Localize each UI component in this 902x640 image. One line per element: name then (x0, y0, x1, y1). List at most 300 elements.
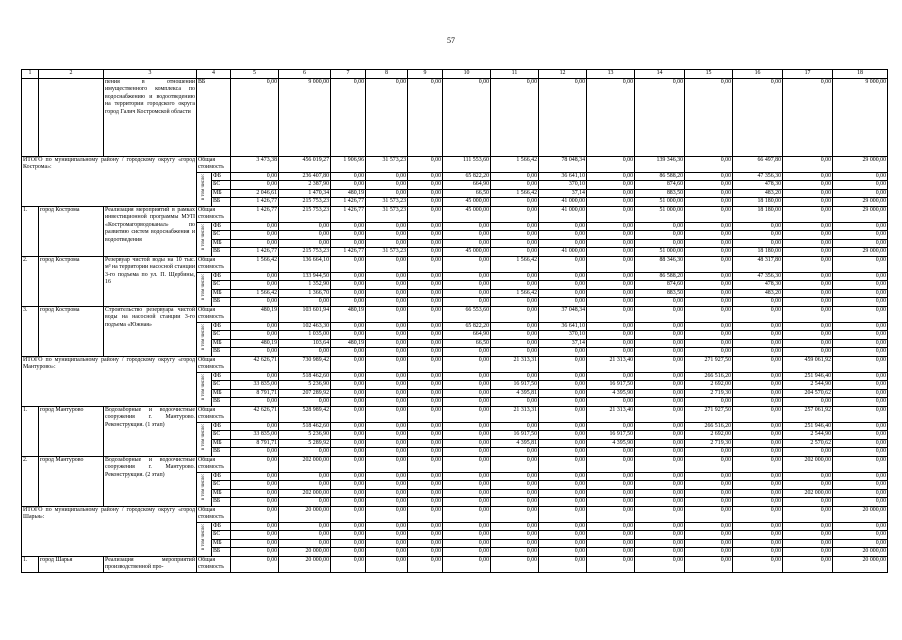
value-cell: 0,00 (231, 472, 279, 481)
value-cell: 0,00 (783, 531, 833, 540)
value-cell: 0,00 (231, 78, 279, 156)
column-number: 7 (331, 70, 366, 79)
value-cell: 0,00 (331, 272, 366, 281)
value-cell: 0,00 (331, 289, 366, 298)
value-cell: 0,00 (539, 431, 587, 440)
value-cell: 0,00 (408, 556, 443, 572)
description-cell: пения в отношении имущественного комплекса по водоснабжению и водоотведению на территории городского округа город Галич Костромской области (104, 78, 197, 156)
fund-label: БС (212, 281, 231, 290)
value-cell: 0,00 (331, 322, 366, 331)
value-cell: 0,00 (833, 456, 888, 472)
value-cell: 0,00 (539, 422, 587, 431)
value-cell: 0,00 (783, 281, 833, 290)
value-cell: 51 000,00 (635, 198, 685, 207)
value-cell: 0,00 (733, 339, 783, 348)
fund-label: ВБ (212, 198, 231, 207)
value-cell: 0,00 (408, 248, 443, 257)
value-cell: 480,19 (231, 339, 279, 348)
value-cell: 0,00 (408, 431, 443, 440)
value-cell: 0,00 (331, 78, 366, 156)
value-cell: 0,00 (408, 339, 443, 348)
value-cell: 0,00 (366, 439, 408, 448)
value-cell: 0,00 (685, 298, 733, 307)
item-number: 1. (22, 406, 39, 456)
value-cell: 1 470,34 (279, 189, 331, 198)
value-cell: 0,00 (539, 472, 587, 481)
value-cell: 0,00 (833, 339, 888, 348)
value-cell: 0,00 (491, 539, 539, 548)
value-cell: 0,00 (635, 322, 685, 331)
value-cell: 1 566,42 (231, 256, 279, 272)
value-cell: 0,00 (685, 78, 733, 156)
item-row (22, 456, 888, 472)
value-cell: 0,00 (833, 306, 888, 322)
empty-cell (39, 78, 104, 156)
fund-label: ВБ (212, 298, 231, 307)
value-cell: 0,00 (408, 231, 443, 240)
value-cell: 0,00 (331, 348, 366, 357)
value-cell: 271 927,50 (685, 356, 733, 372)
value-cell: 0,00 (833, 181, 888, 190)
value-cell: 88 346,30 (635, 256, 685, 272)
value-cell: 0,00 (279, 481, 331, 490)
value-cell: 0,00 (833, 189, 888, 198)
description-cell: Водозаборные и водоочистные сооружения г. Мантурово. Реконструкция. (2 этап) (104, 456, 197, 506)
value-cell: 0,00 (331, 472, 366, 481)
value-cell: 0,00 (366, 431, 408, 440)
fund-label: ФБ (212, 222, 231, 231)
value-cell: 0,00 (587, 222, 635, 231)
value-cell: 0,00 (366, 472, 408, 481)
value-cell: 0,00 (539, 556, 587, 572)
value-cell: 31 573,23 (366, 198, 408, 207)
value-cell: 0,00 (833, 356, 888, 372)
fund-label: БС (212, 431, 231, 440)
value-cell: 42 626,71 (231, 356, 279, 372)
program-table (21, 69, 888, 573)
value-cell: 0,00 (331, 506, 366, 522)
value-cell: 0,00 (231, 548, 279, 557)
value-cell: 0,00 (685, 539, 733, 548)
value-cell: 215 753,23 (279, 198, 331, 207)
value-cell: 0,00 (366, 322, 408, 331)
value-cell: 0,00 (685, 506, 733, 522)
value-cell: 0,00 (408, 398, 443, 407)
value-cell: 0,00 (635, 489, 685, 498)
value-cell: 0,00 (587, 539, 635, 548)
value-cell: 5 236,90 (279, 381, 331, 390)
value-cell: 0,00 (408, 439, 443, 448)
column-number: 13 (587, 70, 635, 79)
value-cell: 1 426,77 (231, 206, 279, 222)
value-cell: 0,00 (408, 489, 443, 498)
total-title: ИТОГО по муниципальному району / городскому округу «город Кострома»: (22, 156, 197, 206)
value-cell: 0,00 (587, 78, 635, 156)
value-cell: 0,00 (408, 522, 443, 531)
value-cell: 0,00 (539, 489, 587, 498)
value-cell: 0,00 (733, 498, 783, 507)
value-cell: 18 180,00 (733, 198, 783, 207)
value-cell: 21 313,40 (587, 356, 635, 372)
value-cell: 236 407,80 (279, 172, 331, 181)
value-cell: 0,00 (231, 398, 279, 407)
value-cell: 0,00 (366, 356, 408, 372)
value-cell: 133 944,50 (279, 272, 331, 281)
value-cell: 0,00 (366, 272, 408, 281)
fund-label: ВБ (212, 248, 231, 257)
column-number: 18 (833, 70, 888, 79)
value-cell: 0,00 (408, 548, 443, 557)
column-number: 2 (39, 70, 104, 79)
value-cell: 0,00 (366, 531, 408, 540)
value-cell: 18 180,00 (733, 248, 783, 257)
value-cell: 0,00 (833, 406, 888, 422)
value-cell: 0,00 (783, 289, 833, 298)
value-cell: 0,00 (833, 231, 888, 240)
value-cell: 883,50 (635, 189, 685, 198)
value-cell: 0,00 (783, 322, 833, 331)
value-cell: 0,00 (231, 489, 279, 498)
value-cell: 0,00 (783, 231, 833, 240)
value-cell: 0,00 (587, 498, 635, 507)
value-cell: 0,00 (685, 472, 733, 481)
value-cell: 33 835,00 (231, 381, 279, 390)
page-number: 57 (447, 36, 455, 45)
value-cell: 0,00 (685, 189, 733, 198)
value-cell: 0,00 (539, 389, 587, 398)
value-cell: 0,00 (331, 331, 366, 340)
value-cell: 0,00 (539, 522, 587, 531)
value-cell: 257 061,92 (783, 406, 833, 422)
value-cell: 0,00 (587, 322, 635, 331)
value-cell: 0,00 (833, 431, 888, 440)
value-cell: 2 719,30 (685, 389, 733, 398)
value-cell: 0,00 (685, 348, 733, 357)
in-total-label (197, 422, 212, 456)
value-cell: 0,00 (587, 281, 635, 290)
item-row (22, 306, 888, 322)
fund-label: ВБ (197, 78, 231, 156)
value-cell: 0,00 (587, 548, 635, 557)
value-cell: 0,00 (833, 322, 888, 331)
value-cell: 0,00 (587, 306, 635, 322)
value-cell: 0,00 (685, 272, 733, 281)
value-cell: 251 946,40 (783, 372, 833, 381)
value-cell: 0,00 (733, 439, 783, 448)
value-cell: 0,00 (408, 206, 443, 222)
fund-label: ФБ (212, 472, 231, 481)
value-cell: 0,00 (635, 556, 685, 572)
value-cell: 0,00 (408, 289, 443, 298)
value-cell: 0,00 (491, 522, 539, 531)
value-cell: 86 588,20 (635, 172, 685, 181)
value-cell: 20 000,00 (279, 556, 331, 572)
value-cell: 0,00 (783, 481, 833, 490)
value-cell: 0,00 (279, 348, 331, 357)
value-cell: 0,00 (685, 531, 733, 540)
value-cell: 0,00 (783, 448, 833, 457)
value-cell: 41 000,00 (539, 198, 587, 207)
in-total-text: в том числе: (201, 524, 207, 551)
value-cell: 480,19 (331, 189, 366, 198)
value-cell: 0,00 (231, 239, 279, 248)
value-cell: 0,00 (685, 522, 733, 531)
value-cell: 0,00 (685, 556, 733, 572)
value-cell: 0,00 (231, 498, 279, 507)
value-cell: 0,00 (491, 339, 539, 348)
value-cell: 0,00 (231, 506, 279, 522)
fund-label: БС (212, 381, 231, 390)
value-cell: 0,00 (685, 398, 733, 407)
value-cell: 0,00 (833, 331, 888, 340)
value-cell: 0,00 (491, 548, 539, 557)
value-cell: 0,00 (733, 331, 783, 340)
city-cell: город Мантурово (39, 406, 104, 456)
value-cell: 0,00 (408, 389, 443, 398)
value-cell: 0,00 (733, 356, 783, 372)
fund-label: ФБ (212, 272, 231, 281)
value-cell: 8 791,71 (231, 389, 279, 398)
value-cell: 0,00 (587, 272, 635, 281)
value-cell: 102 463,30 (279, 322, 331, 331)
value-cell: 0,00 (587, 481, 635, 490)
value-cell: 1 566,42 (491, 156, 539, 172)
value-cell: 0,00 (491, 281, 539, 290)
value-cell: 4 395,81 (491, 439, 539, 448)
value-cell: 0,00 (331, 498, 366, 507)
value-cell: 0,00 (685, 181, 733, 190)
value-cell: 0,00 (231, 531, 279, 540)
total-cost-label: Общая стоимость (197, 556, 231, 572)
value-cell: 0,00 (587, 298, 635, 307)
value-cell: 0,00 (783, 272, 833, 281)
value-cell: 0,00 (783, 398, 833, 407)
value-cell: 0,00 (408, 381, 443, 390)
value-cell: 9 000,00 (279, 78, 331, 156)
value-cell: 0,00 (685, 331, 733, 340)
value-cell: 0,00 (279, 522, 331, 531)
value-cell: 0,00 (331, 381, 366, 390)
value-cell: 0,00 (408, 331, 443, 340)
value-cell: 5 289,92 (279, 439, 331, 448)
value-cell: 5 236,90 (279, 431, 331, 440)
value-cell: 0,00 (331, 406, 366, 422)
value-cell: 0,00 (783, 331, 833, 340)
value-cell: 0,00 (331, 548, 366, 557)
value-cell: 2 570,62 (783, 439, 833, 448)
value-cell: 0,00 (685, 548, 733, 557)
value-cell: 0,00 (783, 298, 833, 307)
city-cell: город Мантурово (39, 456, 104, 506)
value-cell: 139 346,30 (635, 156, 685, 172)
value-cell: 0,00 (733, 539, 783, 548)
value-cell: 0,00 (833, 256, 888, 272)
value-cell: 2 692,00 (685, 431, 733, 440)
value-cell: 271 927,50 (685, 406, 733, 422)
value-cell: 0,00 (408, 256, 443, 272)
value-cell: 0,00 (331, 356, 366, 372)
value-cell: 0,00 (443, 389, 491, 398)
value-cell: 0,00 (833, 539, 888, 548)
fund-label: МБ (212, 489, 231, 498)
value-cell: 0,00 (231, 448, 279, 457)
in-total-label (197, 272, 212, 306)
value-cell: 0,00 (366, 498, 408, 507)
value-cell: 18 180,00 (733, 206, 783, 222)
value-cell: 4 395,81 (491, 389, 539, 398)
value-cell: 0,00 (366, 556, 408, 572)
value-cell: 0,00 (443, 456, 491, 472)
value-cell: 0,00 (231, 522, 279, 531)
value-cell: 0,00 (833, 439, 888, 448)
value-cell: 0,00 (331, 239, 366, 248)
value-cell: 0,00 (635, 439, 685, 448)
fund-label: БС (212, 531, 231, 540)
value-cell: 0,00 (366, 489, 408, 498)
value-cell: 0,00 (331, 172, 366, 181)
value-cell: 0,00 (279, 539, 331, 548)
value-cell: 0,00 (491, 198, 539, 207)
fund-label: ВБ (212, 498, 231, 507)
value-cell: 0,00 (231, 539, 279, 548)
value-cell: 0,00 (279, 222, 331, 231)
value-cell: 33 835,00 (231, 431, 279, 440)
value-cell: 0,00 (331, 489, 366, 498)
value-cell: 0,00 (733, 506, 783, 522)
column-number-row (22, 70, 888, 79)
value-cell: 202 000,00 (783, 489, 833, 498)
value-cell: 0,00 (366, 522, 408, 531)
value-cell: 0,00 (408, 422, 443, 431)
value-cell: 0,00 (833, 272, 888, 281)
value-cell: 29 000,00 (833, 206, 888, 222)
value-cell: 0,00 (833, 398, 888, 407)
fund-label: БС (212, 331, 231, 340)
in-total-label (197, 222, 212, 256)
value-cell: 0,00 (783, 306, 833, 322)
value-cell: 0,00 (491, 206, 539, 222)
value-cell: 0,00 (685, 198, 733, 207)
fund-label: МБ (212, 189, 231, 198)
column-number: 11 (491, 70, 539, 79)
value-cell: 0,00 (635, 548, 685, 557)
value-cell: 65 822,20 (443, 322, 491, 331)
column-number: 14 (635, 70, 685, 79)
value-cell: 1 426,77 (331, 206, 366, 222)
value-cell: 0,00 (491, 172, 539, 181)
fund-label: МБ (212, 539, 231, 548)
value-cell: 0,00 (491, 531, 539, 540)
in-total-label (197, 172, 212, 206)
value-cell: 0,00 (408, 448, 443, 457)
value-cell: 0,00 (635, 506, 685, 522)
value-cell: 0,00 (635, 539, 685, 548)
value-cell: 37 048,34 (539, 306, 587, 322)
value-cell: 0,00 (231, 181, 279, 190)
value-cell: 0,00 (231, 348, 279, 357)
value-cell: 0,00 (491, 498, 539, 507)
total-row (22, 356, 888, 372)
value-cell: 0,00 (733, 431, 783, 440)
value-cell: 0,00 (491, 78, 539, 156)
value-cell: 478,30 (733, 181, 783, 190)
value-cell: 66,50 (443, 339, 491, 348)
value-cell: 20 000,00 (833, 548, 888, 557)
value-cell: 0,00 (443, 481, 491, 490)
value-cell: 0,00 (408, 272, 443, 281)
in-total-text: в том числе: (201, 224, 207, 251)
value-cell: 0,00 (443, 348, 491, 357)
value-cell: 0,00 (635, 356, 685, 372)
value-cell: 0,00 (833, 298, 888, 307)
value-cell: 0,00 (733, 472, 783, 481)
value-cell: 0,00 (279, 448, 331, 457)
value-cell: 0,00 (231, 556, 279, 572)
value-cell: 0,00 (733, 372, 783, 381)
in-total-label (197, 522, 212, 556)
value-cell: 0,00 (443, 272, 491, 281)
value-cell: 0,00 (491, 398, 539, 407)
value-cell: 0,00 (491, 372, 539, 381)
value-cell: 0,00 (833, 348, 888, 357)
value-cell: 21 313,31 (491, 406, 539, 422)
value-cell: 370,10 (539, 181, 587, 190)
value-cell: 0,00 (685, 222, 733, 231)
description-cell: Водозаборные и водоочистные сооружения г. Мантурово. Реконструкция. (1 этап) (104, 406, 197, 456)
value-cell: 459 061,92 (783, 356, 833, 372)
value-cell: 0,00 (443, 439, 491, 448)
value-cell: 0,00 (539, 222, 587, 231)
value-cell: 0,00 (331, 539, 366, 548)
value-cell: 0,00 (443, 522, 491, 531)
value-cell: 136 664,10 (279, 256, 331, 272)
value-cell: 0,00 (539, 289, 587, 298)
value-cell: 518 462,60 (279, 422, 331, 431)
value-cell: 478,30 (733, 281, 783, 290)
value-cell: 0,00 (783, 506, 833, 522)
value-cell: 0,00 (587, 456, 635, 472)
column-number: 8 (366, 70, 408, 79)
value-cell: 0,00 (366, 306, 408, 322)
value-cell: 0,00 (366, 539, 408, 548)
value-cell: 86 588,20 (635, 272, 685, 281)
value-cell: 65 822,20 (443, 172, 491, 181)
value-cell: 0,00 (833, 498, 888, 507)
in-total-text: в том числе: (201, 174, 207, 201)
value-cell: 0,00 (366, 456, 408, 472)
value-cell: 0,00 (491, 306, 539, 322)
value-cell: 0,00 (539, 281, 587, 290)
value-cell: 874,60 (635, 281, 685, 290)
value-cell: 0,00 (366, 381, 408, 390)
value-cell: 0,00 (408, 498, 443, 507)
value-cell: 0,00 (733, 489, 783, 498)
value-cell: 0,00 (635, 448, 685, 457)
value-cell: 0,00 (587, 531, 635, 540)
value-cell: 483,20 (733, 289, 783, 298)
value-cell: 0,00 (408, 531, 443, 540)
value-cell: 0,00 (366, 398, 408, 407)
value-cell: 0,00 (733, 448, 783, 457)
value-cell: 0,00 (331, 181, 366, 190)
value-cell: 0,00 (539, 239, 587, 248)
total-cost-label: Общая стоимость (197, 206, 231, 222)
value-cell: 0,00 (685, 498, 733, 507)
value-cell: 0,00 (443, 489, 491, 498)
value-cell: 0,00 (331, 556, 366, 572)
value-cell: 0,00 (635, 339, 685, 348)
value-cell: 0,00 (279, 298, 331, 307)
